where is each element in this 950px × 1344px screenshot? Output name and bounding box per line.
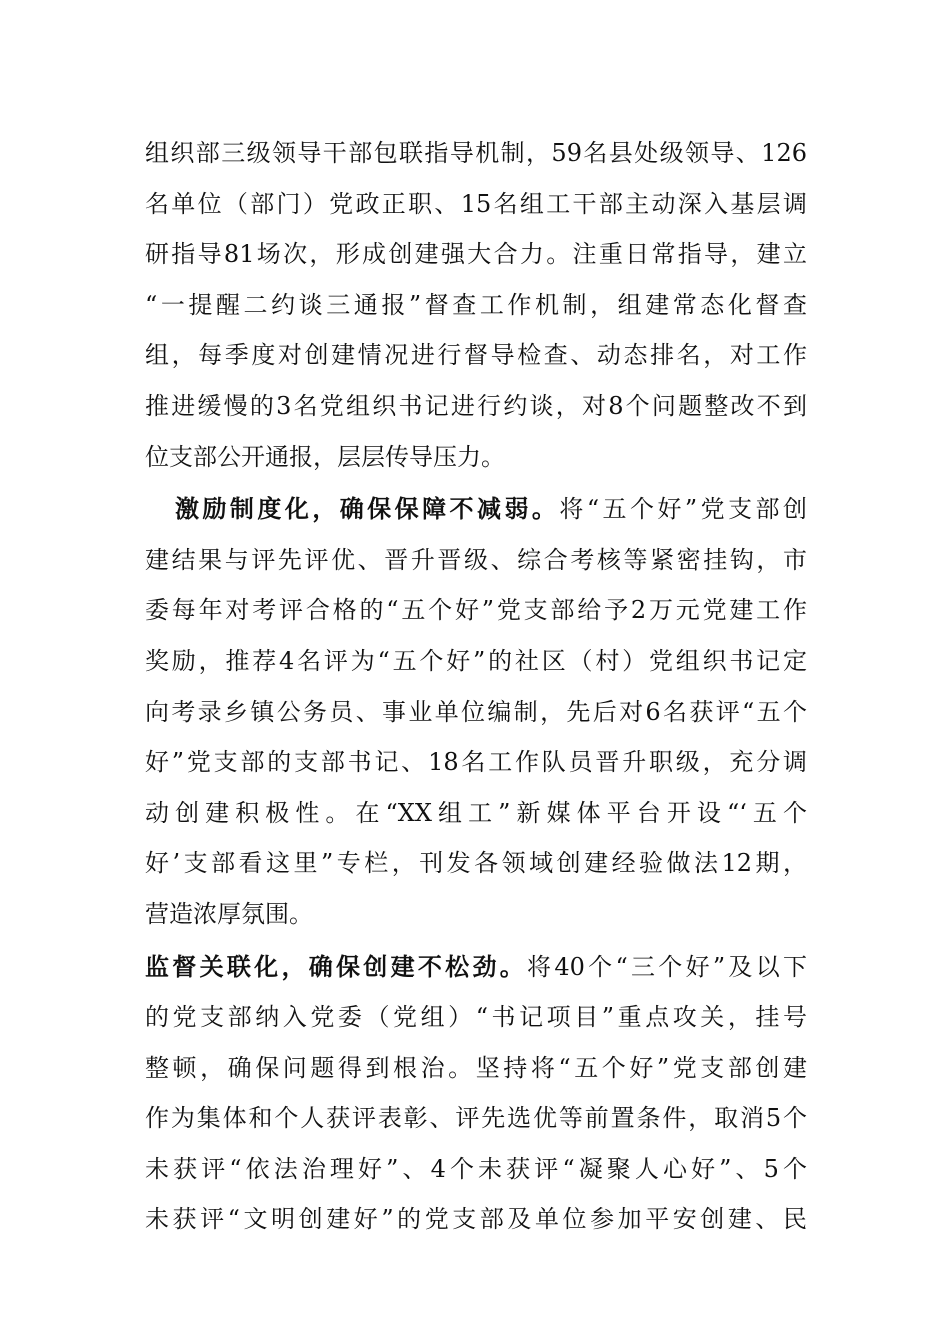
document-body (145, 128, 807, 1245)
text-line: “一提醒二约谈三通报”督查工作机制，组建常态化督查 (145, 290, 807, 319)
text-line: 未获评“依法治理好”、4个未获评“凝聚人心好”、5个 (145, 1154, 807, 1183)
text-line: 研指导81场次，形成创建强大合力。注重日常指导，建立 (145, 240, 807, 269)
text-line: 向考录乡镇公务员、事业单位编制，先后对6名获评“五个 (145, 697, 807, 726)
text-line: 营造浓厚氛围。 (145, 899, 313, 928)
text-line: 名单位（部门）党政正职、15名组工干部主动深入基层调 (145, 189, 807, 218)
text-line: 委每年对考评合格的“五个好”党支部给予2万元党建工作 (145, 596, 807, 625)
text-line: 奖励，推荐4名评为“五个好”的社区（村）党组织书记定 (145, 646, 807, 675)
text-line: 动创建积极性。在“XX组工”新媒体平台开设“‘五个 (145, 798, 807, 827)
text-run: 将40个“三个好”及以下 (527, 952, 808, 981)
paragraph-supervision (145, 942, 807, 1246)
text-line (145, 484, 807, 535)
text-line: 整顿，确保问题得到根治。坚持将“五个好”党支部创建 (145, 1053, 807, 1082)
text-line (145, 942, 807, 993)
text-run: 将“五个好”党支部创 (559, 495, 808, 524)
text-line: 建结果与评先评优、晋升晋级、综合考核等紧密挂钩，市 (145, 545, 807, 574)
paragraph-guidance (145, 128, 807, 482)
text-line: 好”党支部的支部书记、18名工作队员晋升职级，充分调 (145, 748, 807, 777)
paragraph-heading: 激励制度化，确保保障不减弱。 (175, 494, 560, 524)
text-line: 组织部三级领导干部包联指导机制，59名县处级领导、126 (145, 139, 807, 167)
text-line: 作为集体和个人获评表彰、评先选优等前置条件，取消5个 (145, 1104, 807, 1133)
text-line: 好’支部看这里”专栏，刊发各领域创建经验做法12期， (145, 849, 807, 878)
paragraph-heading: 监督关联化，确保创建不松劲。 (145, 951, 528, 981)
text-line: 组，每季度对创建情况进行督导检查、动态排名，对工作 (145, 341, 807, 370)
text-line: 未获评“文明创建好”的党支部及单位参加平安创建、民 (145, 1205, 807, 1234)
text-line: 推进缓慢的3名党组织书记进行约谈，对8个问题整改不到 (145, 391, 807, 420)
text-line: 位支部公开通报，层层传导压力。 (145, 442, 505, 471)
text-line: 的党支部纳入党委（党组）“书记项目”重点攻关，挂号 (145, 1003, 807, 1032)
paragraph-incentive (145, 484, 807, 939)
